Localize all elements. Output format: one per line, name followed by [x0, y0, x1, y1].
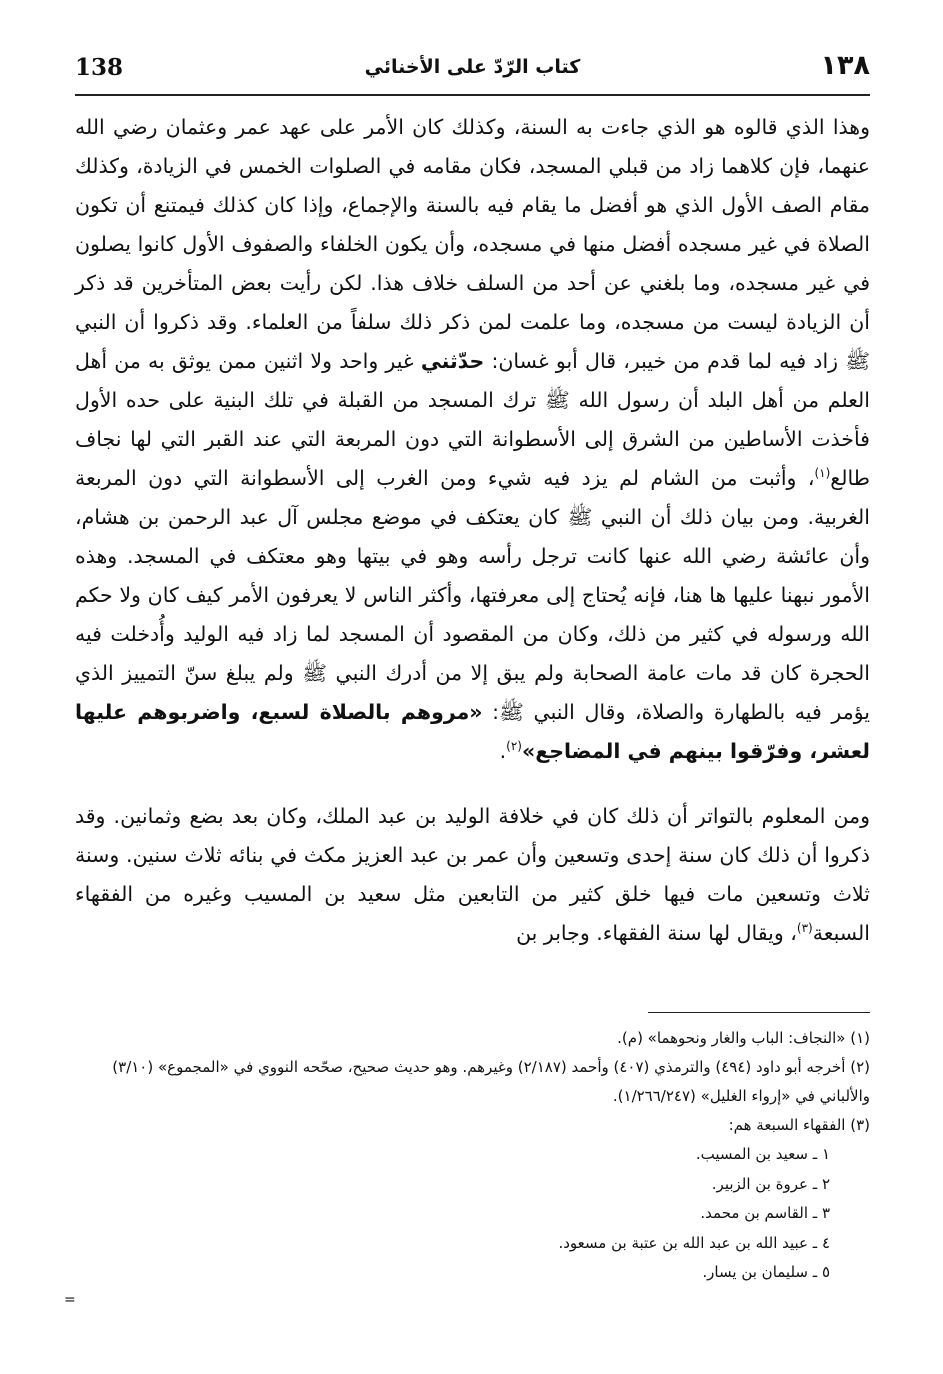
text-run: وهذا الذي قالوه هو الذي جاءت به السنة، وكذلك كان الأمر على عهد عمر وعثمان رضي الله عنهما، فإن كلاهما زاد من قبلي المسجد، فكان مقامه في الصلوات الخمس في الزيادة، وكذلك مقام الصف الأول الذي هو أفضل ما يقام فيه بالسنة والإجماع، وإذا كان كذلك فيمتنع أن تكون الصلاة في غير مسجده أفضل منها في مسجده، وأن يكون الخلفاء والصفوف الأول كانوا يصلون في غير مسجده، وما بلغني عن أحد من السلف خلاف هذا. لكن رأيت بعض المتأخرين قد ذكر أن الزيادة ليست من مسجده، وما علمت لمن ذكر ذلك سلفاً من العلماء. وقد ذكروا أن النبي ﷺ زاد فيه لما قدم من خيبر، قال أبو غسان:: [75, 115, 870, 373]
text-run: ومن المعلوم بالتواتر أن ذلك كان في خلافة الوليد بن عبد الملك، وكان بعد بضع وثمانين. وقد ذكروا أن ذلك كان سنة إحدى وتسعين وأن عمر بن عبد العزيز مكث في بنائه ثلاث سنين. وسنة ثلاث وتسعين مات فيها خلق كثير من التابعين مثل سعيد بن المسيب وغيره من الفقهاء السبعة: [75, 804, 870, 945]
footnote-3-intro: (٣) الفقهاء السبعة هم:: [728, 1116, 870, 1134]
footnote-ref-2: (٢): [506, 739, 522, 754]
paragraph-2: [75, 797, 870, 953]
footnote-2: (٢) أخرجه أبو داود (٤٩٤) والترمذي (٤٠٧) وأحمد (٢/١٨٧) وغيرهم. وهو حديث صحيح، صحّحه النووي في «المجموع» (٣/١٠) والألباني في «إرواء الغليل» (١/٢٦٦/٢٤٧).: [112, 1058, 870, 1105]
paragraph-1: [75, 108, 870, 771]
text-run: ، ويقال لها سنة الفقهاء. وجابر بن: [516, 921, 797, 945]
main-text: [75, 108, 870, 953]
highlight-word: حدّثني: [420, 349, 485, 373]
list-item: ٢ ـ عروة بن الزبير.: [711, 1174, 830, 1193]
corner-mark: =: [64, 1292, 76, 1308]
text-run: .: [499, 739, 507, 763]
footnote-divider: [648, 1012, 870, 1013]
list-item: ١ ـ سعيد بن المسيب.: [695, 1145, 830, 1163]
list-item: ٤ ـ عبيد الله بن عبد الله بن عتبة بن مسعود.: [558, 1233, 830, 1252]
book-title: كتاب الرّدّ على الأخنائي: [364, 56, 581, 78]
jurists-list: [75, 1140, 870, 1288]
list-item: ٥ ـ سليمان بن يسار.: [702, 1263, 830, 1281]
footnote-ref-1: (١): [814, 466, 831, 481]
footnote-1: (١) «النجاف: الباب والغار ونحوهما» (م).: [617, 1029, 870, 1047]
list-item: ٣ ـ القاسم بن محمد.: [700, 1204, 830, 1222]
text-run: ، وأثبت من الشام لم يزد فيه شيء ومن الغرب إلى الأسطوانة التي دون المربعة الغربية. ومن بيان ذلك أن النبي ﷺ كان يعتكف في موضع مجلس آل عبد الرحمن بن هشام، وأن عائشة رضي الله عنها كانت ترجل رأسه وهو في بيتها وهو معتكف في المسجد. وهذه الأمور نبهنا عليها ها هنا، فإنه يُحتاج إلى معرفتها، وأكثر الناس لا يعرفون الأمر كيف كان ولا حكم الله ورسوله في كثير من ذلك، وكان من المقصود أن المسجد لما زاد فيه الوليد وأُدخلت فيه الحجرة كان قد مات عامة الصحابة ولم يبق إلا من أدرك النبي ﷺ ولم يبلغ سنّ التمييز الذي يؤمر فيه بالطهارة والصلاة، وقال النبي ﷺ:: [75, 466, 870, 724]
text-run: غير واحد ولا اثنين ممن يوثق به من أهل العلم من أهل البلد أن رسول الله ﷺ ترك المسجد من القبلة في تلك البنية على حده الأول فأخذت الأساطين من الشرق إلى الأسطوانة التي دون المربعة التي عند القبر التي لها نجاف طالع: [75, 349, 870, 490]
page-number-latin: 138: [75, 54, 124, 81]
footnotes: [75, 1024, 870, 1288]
footnote-ref-3: (٣): [796, 921, 813, 936]
page-number-arabic: ١٣٨: [820, 50, 870, 81]
page-header: [75, 48, 870, 96]
hadith-quote: «مروهم بالصلاة لسبع، واضربوهم عليها لعشر، وفرّقوا بينهم في المضاجع»: [75, 700, 870, 763]
